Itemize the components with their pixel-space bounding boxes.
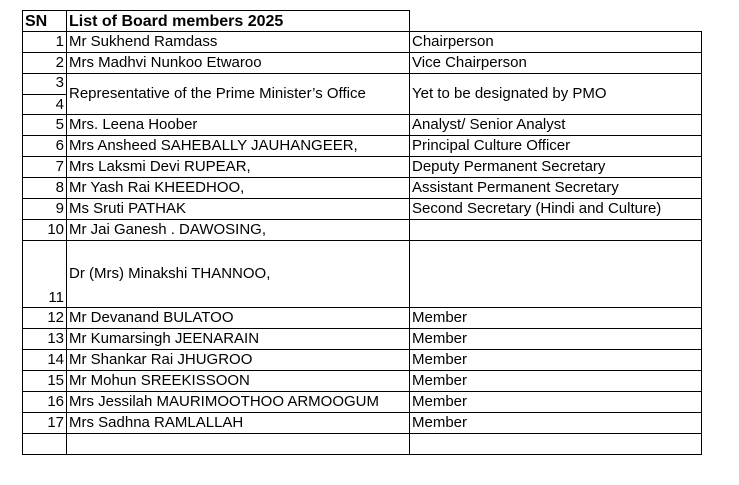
name-cell[interactable]: Mr Yash Rai KHEEDHOO, [67,178,410,199]
sn-cell-merged[interactable] [23,74,67,115]
role-cell[interactable]: Yet to be designated by PMO [410,74,702,115]
table-row [23,350,702,371]
sn-cell[interactable] [23,434,67,455]
role-cell[interactable]: Member [410,392,702,413]
table-row [23,392,702,413]
role-cell[interactable]: Member [410,350,702,371]
board-members-sheet [22,10,702,455]
name-cell[interactable]: Mrs Madhvi Nunkoo Etwaroo [67,53,410,74]
table-row [23,308,702,329]
sn-cell[interactable]: 17 [23,413,67,434]
sn-cell[interactable]: 15 [23,371,67,392]
name-cell[interactable]: Mrs Sadhna RAMLALLAH [67,413,410,434]
name-cell[interactable]: Mr Mohun SREEKISSOON [67,371,410,392]
sn-cell[interactable]: 5 [23,115,67,136]
sn-cell[interactable]: 11 [23,241,67,308]
table-row [23,74,702,115]
sn-cell[interactable]: 2 [23,53,67,74]
sn-cell[interactable]: 10 [23,220,67,241]
table-row [23,199,702,220]
role-cell[interactable]: Second Secretary (Hindi and Culture) [410,199,702,220]
role-cell[interactable]: Deputy Permanent Secretary [410,157,702,178]
sn-divider [23,94,66,95]
name-cell[interactable]: Mrs Laksmi Devi RUPEAR, [67,157,410,178]
role-cell[interactable] [410,220,702,241]
role-cell[interactable]: Principal Culture Officer [410,136,702,157]
sn-value: 3 [55,74,64,91]
table-row [23,241,702,308]
role-cell[interactable]: Vice Chairperson [410,53,702,74]
sn-cell[interactable]: 13 [23,329,67,350]
sn-cell[interactable]: 1 [23,32,67,53]
sn-cell[interactable]: 7 [23,157,67,178]
sn-cell[interactable]: 14 [23,350,67,371]
table-row [23,136,702,157]
table-row [23,53,702,74]
role-cell[interactable]: Chairperson [410,32,702,53]
sn-cell[interactable]: 16 [23,392,67,413]
sn-cell[interactable]: 12 [23,308,67,329]
header-sn[interactable]: SN [23,11,67,32]
name-cell[interactable]: Ms Sruti PATHAK [67,199,410,220]
sn-cell[interactable]: 8 [23,178,67,199]
name-cell[interactable]: Mrs. Leena Hoober [67,115,410,136]
name-cell[interactable]: Representative of the Prime Minister’s Office [67,74,410,115]
name-cell[interactable]: Mr Kumarsingh JEENARAIN [67,329,410,350]
table-row [23,32,702,53]
board-members-table [22,10,702,455]
sn-value-2: 4 [55,96,64,113]
table-row [23,329,702,350]
table-row [23,115,702,136]
table-row [23,178,702,199]
header-row [23,11,702,32]
table-row [23,371,702,392]
role-cell[interactable]: Member [410,329,702,350]
role-cell[interactable]: Member [410,308,702,329]
sn-cell[interactable]: 6 [23,136,67,157]
table-row [23,413,702,434]
role-cell[interactable] [410,434,702,455]
name-cell[interactable] [67,434,410,455]
name-cell[interactable]: Mrs Jessilah MAURIMOOTHOO ARMOOGUM [67,392,410,413]
name-cell[interactable]: Mr Devanand BULATOO [67,308,410,329]
table-row [23,220,702,241]
table-row [23,157,702,178]
header-title[interactable]: List of Board members 2025 [67,11,410,32]
role-cell[interactable]: Member [410,413,702,434]
header-blank-cell [410,11,702,32]
role-cell[interactable]: Member [410,371,702,392]
sn-cell[interactable]: 9 [23,199,67,220]
name-cell[interactable]: Mr Shankar Rai JHUGROO [67,350,410,371]
sn-split [25,74,64,114]
role-cell[interactable]: Analyst/ Senior Analyst [410,115,702,136]
role-cell[interactable]: Assistant Permanent Secretary [410,178,702,199]
name-cell[interactable]: Mr Jai Ganesh . DAWOSING, [67,220,410,241]
name-cell[interactable]: Mrs Ansheed SAHEBALLY JAUHANGEER, [67,136,410,157]
name-cell[interactable]: Mr Sukhend Ramdass [67,32,410,53]
table-row [23,434,702,455]
name-cell[interactable]: Dr (Mrs) Minakshi THANNOO, [67,241,410,308]
role-cell[interactable] [410,241,702,308]
